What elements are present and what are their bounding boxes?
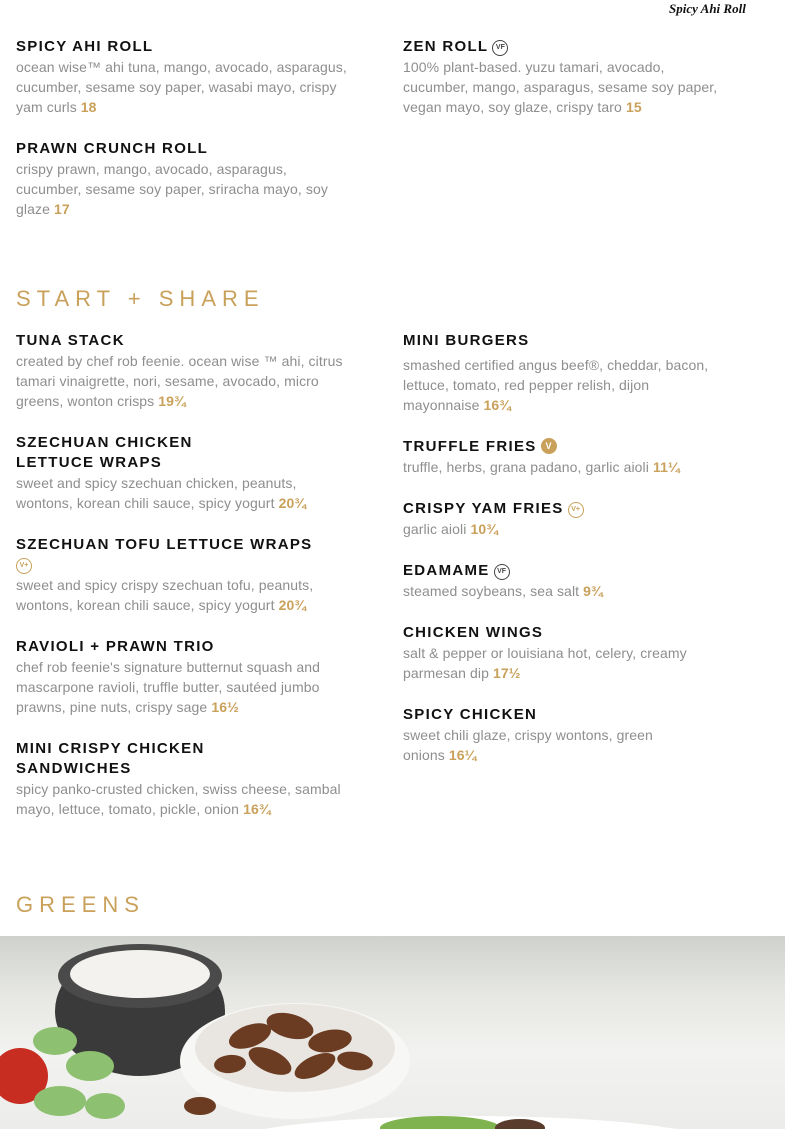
item-name: SZECHUAN CHICKEN LETTUCE WRAPS — [16, 434, 193, 471]
menu-item — [403, 561, 733, 601]
item-name: TRUFFLE FRIES V — [403, 437, 733, 457]
menu-item — [403, 623, 733, 683]
item-price: 16½ — [211, 699, 239, 715]
item-name: SPICY AHI ROLL — [16, 38, 154, 55]
item-name: CHICKEN WINGS — [403, 624, 544, 641]
rolls-left-column — [16, 37, 356, 241]
item-description: sweet and spicy crispy szechuan tofu, peanuts, wontons, korean chili sauce, spicy yogurt 20¾ — [16, 577, 314, 613]
menu-item — [16, 433, 356, 513]
item-price: 16¾ — [483, 397, 512, 413]
item-price: 9¾ — [583, 583, 603, 599]
start-share-right-column — [403, 331, 733, 787]
item-description: salt & pepper or louisiana hot, celery, creamy parmesan dip 17½ — [403, 645, 687, 681]
item-description: steamed soybeans, sea salt 9¾ — [403, 583, 603, 599]
item-price: 10¾ — [470, 521, 499, 537]
item-description: sweet and spicy szechuan chicken, peanuts, wontons, korean chili sauce, spicy yogurt 20¾ — [16, 475, 307, 511]
item-description: smashed certified angus beef®, cheddar, bacon, lettuce, tomato, red pepper relish, dijon mayonnaise 16¾ — [403, 357, 709, 413]
item-name: SPICY CHICKEN — [403, 706, 538, 723]
greens-photo — [0, 936, 785, 1129]
item-name: SZECHUAN TOFU LETTUCE WRAPS V+ — [16, 535, 316, 575]
menu-item — [16, 739, 356, 819]
item-name: EDAMAME VF — [403, 561, 733, 581]
vegan-friendly-icon: VF — [494, 564, 510, 580]
item-description: chef rob feenie's signature butternut squash and mascarpone ravioli, truffle butter, sautéed jumbo prawns, pine nuts, crispy sage 16½ — [16, 659, 321, 715]
menu-item — [16, 637, 356, 717]
menu-item — [16, 535, 356, 615]
vegan-plus-icon: V+ — [568, 502, 584, 518]
image-caption: Spicy Ahi Roll — [669, 1, 746, 16]
item-name: MINI CRISPY CHICKEN SANDWICHES — [16, 740, 205, 777]
item-name: CRISPY YAM FRIES V+ — [403, 499, 733, 519]
food-photo-illustration — [0, 936, 785, 1129]
vegan-plus-icon: V+ — [16, 558, 32, 574]
item-description: 100% plant-based. yuzu tamari, avocado, cucumber, mango, asparagus, sesame soy paper, vegan mayo, soy glaze, crispy taro 15 — [403, 59, 718, 115]
item-description: created by chef rob feenie. ocean wise ™ ahi, citrus tamari vinaigrette, nori, sesame, avocado, micro greens, wonton crisps 19¾ — [16, 353, 343, 409]
item-name: ZEN ROLL VF — [403, 37, 733, 57]
item-price: 11¼ — [652, 459, 680, 475]
item-name: TUNA STACK — [16, 332, 125, 349]
item-price: 15 — [625, 99, 642, 115]
item-price: 16¾ — [243, 801, 271, 817]
item-name: MINI BURGERS — [403, 332, 530, 349]
item-price: 20¾ — [278, 597, 307, 613]
menu-item — [16, 139, 356, 219]
section-title-start-share: START + SHARE — [16, 286, 265, 311]
section-title-greens: GREENS — [16, 892, 145, 917]
menu-item — [403, 499, 733, 539]
menu-item — [16, 331, 356, 411]
item-name: RAVIOLI + PRAWN TRIO — [16, 638, 215, 655]
item-description: crispy prawn, mango, avocado, asparagus, cucumber, sesame soy paper, sriracha mayo, soy glaze 17 — [16, 161, 328, 217]
menu-item — [403, 37, 733, 117]
start-share-left-column — [16, 331, 356, 841]
menu-item — [403, 437, 733, 477]
item-price: 17 — [53, 201, 70, 217]
item-description: sweet chili glaze, crispy wontons, green onions 16¼ — [403, 727, 653, 763]
item-price: 16¼ — [448, 747, 477, 763]
item-description: ocean wise™ ahi tuna, mango, avocado, asparagus, cucumber, sesame soy paper, wasabi mayo, crispy yam curls 18 — [16, 59, 347, 115]
item-description: truffle, herbs, grana padano, garlic aioli 11¼ — [403, 459, 680, 475]
item-price: 18 — [80, 99, 97, 115]
vegetarian-icon: V — [541, 438, 557, 454]
vegan-friendly-icon: VF — [492, 40, 508, 56]
item-price: 17½ — [493, 665, 521, 681]
menu-item — [403, 331, 733, 415]
menu-item — [16, 37, 356, 117]
item-description: garlic aioli 10¾ — [403, 521, 499, 537]
item-price: 20¾ — [278, 495, 307, 511]
menu-item — [403, 705, 733, 765]
item-description: spicy panko-crusted chicken, swiss cheese, sambal mayo, lettuce, tomato, pickle, onion 16¾ — [16, 781, 341, 817]
rolls-right-column — [403, 37, 733, 139]
item-name: PRAWN CRUNCH ROLL — [16, 140, 209, 157]
item-price: 19¾ — [158, 393, 186, 409]
